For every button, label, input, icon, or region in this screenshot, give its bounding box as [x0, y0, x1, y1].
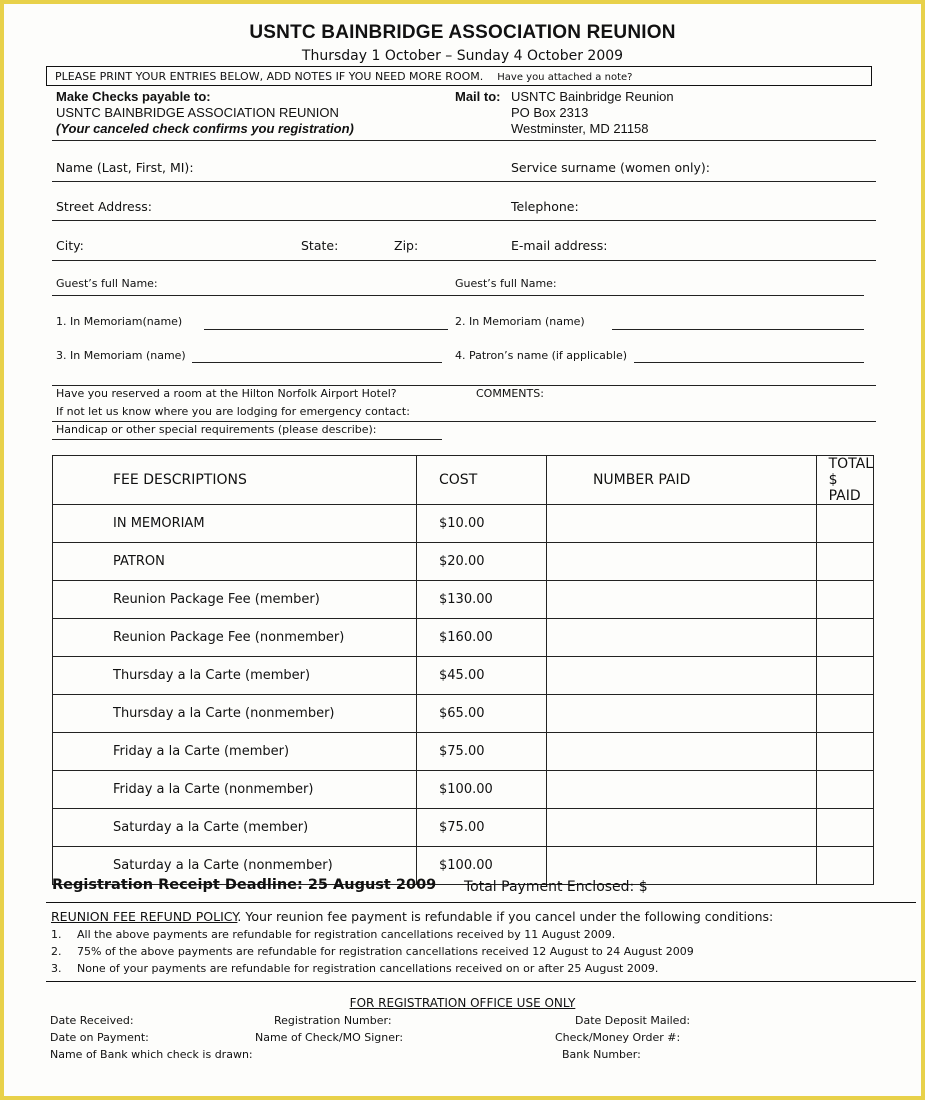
comments-field[interactable]: COMMENTS:	[476, 387, 544, 400]
refund-item-text: 75% of the above payments are refundable for registration cancellations received 12 August to 24 August 2009	[77, 945, 694, 958]
number-paid-cell[interactable]	[546, 733, 816, 771]
fee-description: Friday a la Carte (nonmember)	[53, 771, 417, 809]
refund-policy-box	[46, 902, 916, 982]
instructions-text: PLEASE PRINT YOUR ENTRIES BELOW, ADD NOTES IF YOU NEED MORE ROOM.	[55, 70, 484, 83]
refund-item-text: All the above payments are refundable for registration cancellations received by 11 August 2009.	[77, 928, 616, 941]
city-field[interactable]: City:	[56, 238, 84, 253]
check-number-field[interactable]: Check/Money Order #:	[555, 1031, 681, 1044]
fee-row	[53, 619, 874, 657]
date-payment-field[interactable]: Date on Payment:	[50, 1031, 149, 1044]
refund-policy-intro: . Your reunion fee payment is refundable if you cancel under the following conditions:	[237, 909, 774, 924]
refund-item-text: None of your payments are refundable for registration cancellations received on or after 25 August 2009.	[77, 962, 659, 975]
fee-description: Thursday a la Carte (nonmember)	[53, 695, 417, 733]
divider	[52, 421, 876, 422]
note-question: Have you attached a note?	[497, 72, 633, 83]
total-paid-cell[interactable]	[816, 657, 873, 695]
divider	[52, 439, 442, 440]
fee-row	[53, 657, 874, 695]
fee-cost: $65.00	[417, 695, 547, 733]
fee-cost: $100.00	[417, 771, 547, 809]
lodging-question[interactable]: If not let us know where you are lodging for emergency contact:	[56, 405, 410, 418]
fee-cost: $45.00	[417, 657, 547, 695]
entry-line	[52, 260, 876, 261]
divider	[52, 385, 876, 386]
number-paid-cell[interactable]	[546, 695, 816, 733]
bank-number-field[interactable]: Bank Number:	[562, 1048, 641, 1061]
handicap-field[interactable]: Handicap or other special requirements (please describe):	[56, 423, 377, 436]
refund-policy-title: REUNION FEE REFUND POLICY	[51, 909, 238, 924]
fee-description: Friday a la Carte (member)	[53, 733, 417, 771]
memoriam-field-1[interactable]: 1. In Memoriam(name)	[56, 315, 183, 328]
refund-item	[51, 928, 615, 941]
fee-row	[53, 543, 874, 581]
checks-payee: USNTC BAINBRIDGE ASSOCIATION REUNION	[56, 105, 339, 120]
fee-cost: $75.00	[417, 733, 547, 771]
checks-note: (Your canceled check confirms you registration)	[56, 121, 354, 136]
mailing-address	[511, 89, 674, 137]
entry-line	[192, 362, 442, 363]
header-fee-descriptions: FEE DESCRIPTIONS	[53, 456, 417, 505]
divider	[52, 140, 876, 141]
total-paid-cell[interactable]	[816, 581, 873, 619]
mail-line-3: Westminster, MD 21158	[511, 121, 649, 136]
checks-payable-block	[56, 89, 354, 137]
fee-description: Saturday a la Carte (member)	[53, 809, 417, 847]
bank-name-field[interactable]: Name of Bank which check is drawn:	[50, 1048, 253, 1061]
refund-item-number: 3.	[51, 962, 62, 975]
registration-form	[4, 4, 921, 1096]
total-paid-cell[interactable]	[816, 505, 873, 543]
fee-description: Saturday a la Carte (nonmember)	[53, 847, 417, 885]
office-use-heading: FOR REGISTRATION OFFICE USE ONLY	[349, 996, 576, 1010]
entry-line	[612, 329, 864, 330]
fee-table	[52, 455, 874, 885]
number-paid-cell[interactable]	[546, 543, 816, 581]
street-address-field[interactable]: Street Address:	[56, 199, 152, 214]
refund-item-number: 1.	[51, 928, 62, 941]
memoriam-field-3[interactable]: 3. In Memoriam (name)	[56, 349, 186, 362]
check-signer-field[interactable]: Name of Check/MO Signer:	[255, 1031, 404, 1044]
patron-name-field[interactable]: 4. Patron’s name (if applicable)	[455, 349, 628, 362]
number-paid-cell[interactable]	[546, 809, 816, 847]
fee-cost: $100.00	[417, 847, 547, 885]
entry-line	[52, 295, 864, 296]
refund-item	[51, 962, 658, 975]
fee-row	[53, 695, 874, 733]
total-paid-cell[interactable]	[816, 847, 873, 885]
header-total-paid: TOTAL $ PAID	[816, 456, 873, 505]
fee-row	[53, 581, 874, 619]
registration-number-field[interactable]: Registration Number:	[274, 1014, 392, 1027]
fee-cost: $130.00	[417, 581, 547, 619]
zip-field[interactable]: Zip:	[394, 238, 419, 253]
refund-item-number: 2.	[51, 945, 62, 958]
header-cost: COST	[417, 456, 547, 505]
guest-name-field-2[interactable]: Guest’s full Name:	[455, 277, 557, 290]
number-paid-cell[interactable]	[546, 581, 816, 619]
fee-cost: $160.00	[417, 619, 547, 657]
mail-line-2: PO Box 2313	[511, 105, 589, 120]
fee-description: Reunion Package Fee (member)	[53, 581, 417, 619]
fee-cost: $10.00	[417, 505, 547, 543]
form-title: USNTC BAINBRIDGE ASSOCIATION REUNION	[249, 22, 676, 43]
total-paid-cell[interactable]	[816, 809, 873, 847]
entry-line	[634, 362, 864, 363]
hotel-question[interactable]: Have you reserved a room at the Hilton Norfolk Airport Hotel?	[56, 387, 397, 400]
mail-to-label: Mail to:	[455, 89, 501, 104]
number-paid-cell[interactable]	[546, 619, 816, 657]
service-surname-field[interactable]: Service surname (women only):	[511, 160, 710, 175]
date-received-field[interactable]: Date Received:	[50, 1014, 134, 1027]
fee-row	[53, 505, 874, 543]
date-deposit-field[interactable]: Date Deposit Mailed:	[575, 1014, 691, 1027]
total-paid-cell[interactable]	[816, 543, 873, 581]
fee-description: PATRON	[53, 543, 417, 581]
number-paid-cell[interactable]	[546, 771, 816, 809]
event-dates: Thursday 1 October – Sunday 4 October 2009	[301, 48, 624, 64]
checks-payable-label: Make Checks payable to:	[56, 89, 211, 104]
fee-cost: $20.00	[417, 543, 547, 581]
email-field[interactable]: E-mail address:	[511, 238, 608, 253]
total-paid-cell[interactable]	[816, 619, 873, 657]
telephone-field[interactable]: Telephone:	[511, 199, 579, 214]
entry-line	[52, 181, 876, 182]
fee-cost: $75.00	[417, 809, 547, 847]
registration-deadline: Registration Receipt Deadline: 25 August 2009	[52, 877, 437, 893]
total-payment-field[interactable]: Total Payment Enclosed: $	[464, 879, 648, 895]
header-number-paid: NUMBER PAID	[546, 456, 816, 505]
total-paid-cell[interactable]	[816, 771, 873, 809]
fee-row	[53, 771, 874, 809]
fee-table-header	[53, 456, 874, 505]
fee-description: Reunion Package Fee (nonmember)	[53, 619, 417, 657]
total-paid-cell[interactable]	[816, 733, 873, 771]
number-paid-cell[interactable]	[546, 505, 816, 543]
fee-row	[53, 809, 874, 847]
instructions-box	[46, 66, 872, 86]
total-paid-cell[interactable]	[816, 695, 873, 733]
fee-row	[53, 733, 874, 771]
refund-item	[51, 945, 694, 958]
guest-name-field-1[interactable]: Guest’s full Name:	[56, 277, 158, 290]
refund-policy-heading	[51, 909, 773, 924]
fee-description: Thursday a la Carte (member)	[53, 657, 417, 695]
state-field[interactable]: State:	[301, 238, 339, 253]
entry-line	[204, 329, 448, 330]
entry-line	[52, 220, 876, 221]
memoriam-field-2[interactable]: 2. In Memoriam (name)	[455, 315, 585, 328]
mail-line-1: USNTC Bainbridge Reunion	[511, 89, 674, 104]
fee-description: IN MEMORIAM	[53, 505, 417, 543]
name-field[interactable]: Name (Last, First, MI):	[56, 160, 194, 175]
number-paid-cell[interactable]	[546, 657, 816, 695]
